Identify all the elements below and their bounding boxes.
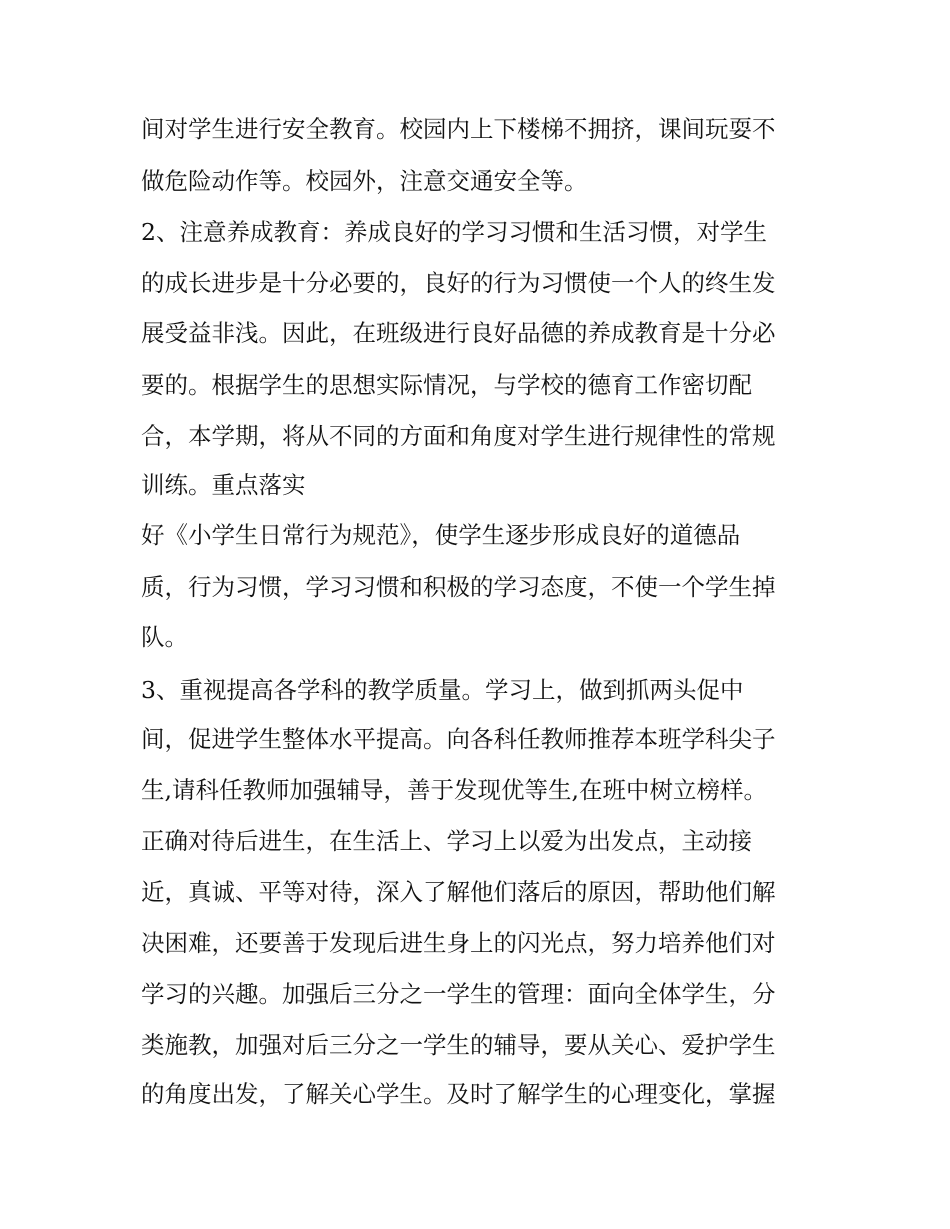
- text-line: 质，行为习惯，学习习惯和积极的学习态度，不使一个学生掉: [141, 573, 776, 601]
- text-line: 决困难，还要善于发现后进生身上的闪光点，努力培养他们对: [141, 929, 776, 957]
- text-line: 间，促进学生整体水平提高。向各科任教师推荐本班学科尖子: [141, 725, 776, 753]
- text-line: 近，真诚、平等对待，深入了解他们落后的原因，帮助他们解: [141, 878, 776, 906]
- text-line: 学习的兴趣。加强后三分之一学生的管理：面向全体学生，分: [141, 980, 776, 1008]
- text-line: 展受益非浅。因此，在班级进行良好品德的养成教育是十分必: [141, 319, 776, 347]
- text-line: 做危险动作等。校园外，注意交通安全等。: [141, 167, 588, 195]
- text-line: 好《小学生日常行为规范》，使学生逐步形成良好的道德品: [141, 521, 741, 549]
- text-line: 训练。重点落实: [141, 471, 306, 499]
- text-line: 合，本学期，将从不同的方面和角度对学生进行规律性的常规: [141, 422, 776, 450]
- text-line: 间对学生进行安全教育。校园内上下楼梯不拥挤，课间玩耍不: [141, 115, 776, 143]
- text-line: 2、注意养成教育：养成良好的学习习惯和生活习惯，对学生: [141, 218, 767, 246]
- text-line: 的角度出发，了解关心学生。及时了解学生的心理变化，掌握: [141, 1080, 776, 1108]
- text-line: 3、重视提高各学科的教学质量。学习上，做到抓两头促中: [141, 676, 744, 704]
- text-line: 生,请科任教师加强辅导，善于发现优等生,在班中树立榜样。: [141, 776, 767, 804]
- text-line: 队。: [141, 623, 188, 651]
- text-line: 要的。根据学生的思想实际情况，与学校的德育工作密切配: [141, 371, 752, 399]
- text-line: 类施教，加强对后三分之一学生的辅导，要从关心、爱护学生: [141, 1031, 776, 1059]
- text-line: 正确对待后进生，在生活上、学习上以爱为出发点，主动接: [141, 827, 752, 855]
- text-line: 的成长进步是十分必要的，良好的行为习惯使一个人的终生发: [141, 269, 776, 297]
